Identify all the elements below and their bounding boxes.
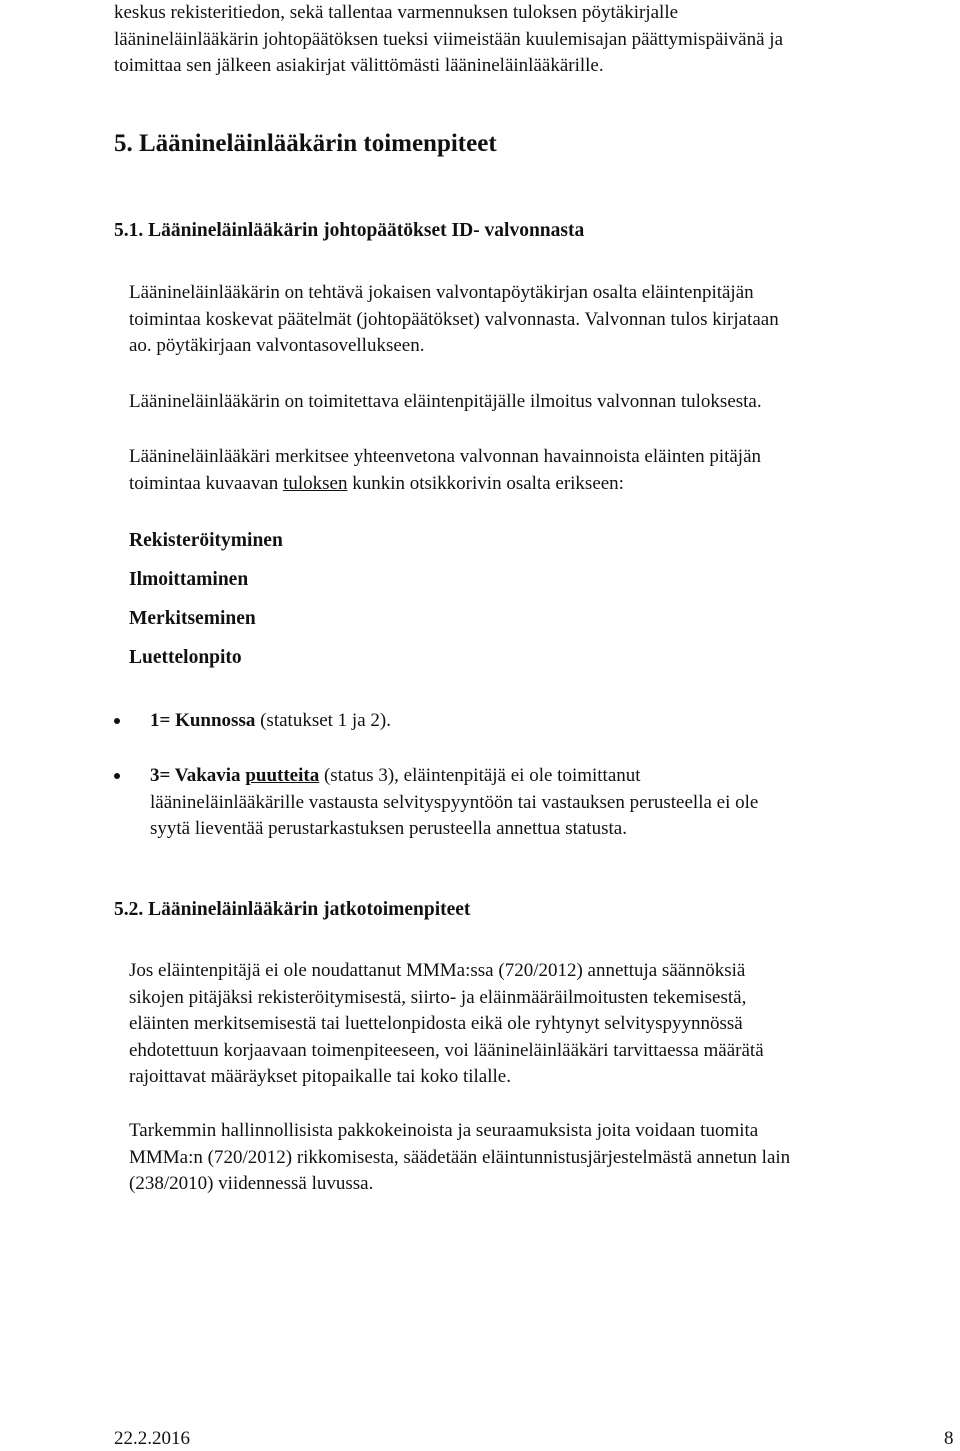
section-5-2-paragraph-2 — [129, 1118, 790, 1198]
category-list — [129, 521, 283, 677]
intro-line: läänineläinlääkärin johtopäätöksen tueksi viimeistään kuulemisajan päättymispäivänä ja — [114, 28, 784, 50]
footer-date: 22.2.2016 — [114, 1428, 190, 1449]
section-5-1-paragraph-2: Läänineläinlääkärin on toimitettava eläintenpitäjälle ilmoitus valvonnan tuloksesta. — [129, 391, 762, 412]
category-item: Luettelonpito — [129, 647, 242, 668]
status-text: (status 3), eläintenpitäjä ei ole toimittanut — [319, 765, 641, 786]
intro-line: keskus rekisteritiedon, sekä tallentaa varmennuksen tuloksen pöytäkirjalle — [114, 2, 679, 23]
section-5-2-paragraph-1 — [129, 958, 764, 1091]
status-label: 1= Kunnossa — [150, 710, 256, 731]
section-5-heading: 5. Läänineläinlääkärin toimenpiteet — [114, 130, 497, 157]
underlined-term: tuloksen — [283, 472, 348, 494]
paragraph-line — [129, 471, 761, 498]
status-bullet-2 — [150, 763, 758, 843]
status-line: syytä lieventää perustarkastuksen perusteella annettua statusta. — [150, 818, 627, 839]
paragraph-line: MMMa:n (720/2012) rikkomisesta, säädetään eläintunnistusjärjestelmästä annetun lain — [129, 1146, 791, 1168]
section-5-1-paragraph-1 — [129, 280, 779, 360]
section-5-1-paragraph-3 — [129, 444, 761, 497]
status-text: (statukset 1 ja 2). — [255, 710, 391, 731]
paragraph-line: Tarkemmin hallinnollisista pakkokeinoista ja seuraamuksista joita voidaan tuomita — [129, 1120, 759, 1141]
paragraph-line: Läänineläinlääkärin on tehtävä jokaisen valvontapöytäkirjan osalta eläintenpitäjän — [129, 282, 754, 303]
intro-line: toimittaa sen jälkeen asiakirjat välittömästi läänineläinlääkärille. — [114, 55, 604, 76]
paragraph-line: ehdotettuun korjaavaan toimenpiteeseen, voi läänineläinlääkäri tarvittaessa määrätä — [129, 1039, 764, 1061]
paragraph-line: Läänineläinlääkäri merkitsee yhteenvetona valvonnan havainnoista eläinten pitäjän — [129, 446, 762, 467]
status-line: läänineläinlääkärille vastausta selvityspyyntöön tai vastauksen perusteella ei ole — [150, 791, 759, 813]
status-bullet-1 — [150, 708, 391, 735]
category-item: Merkitseminen — [129, 608, 256, 629]
intro-paragraph — [114, 0, 783, 80]
paragraph-line: eläinten merkitsemisestä tai luettelonpidosta eikä ole ryhtynyt selvityspyynnössä — [129, 1013, 743, 1034]
status-label: 3= Vakavia — [150, 765, 246, 786]
paragraph-line: toimintaa koskevat päätelmät (johtopäätökset) valvonnasta. Valvonnan tulos kirjataan — [129, 308, 779, 330]
section-5-2-heading: 5.2. Läänineläinlääkärin jatkotoimenpiteet — [114, 899, 471, 920]
bullet-dot — [114, 773, 120, 779]
status-line — [150, 763, 758, 790]
bullet-dot — [114, 718, 120, 724]
paragraph-line: ao. pöytäkirjaan valvontasovellukseen. — [129, 335, 425, 356]
paragraph-text: kunkin otsikkorivin osalta erikseen: — [347, 472, 624, 494]
page-number: 8 — [944, 1428, 954, 1449]
status-label-underlined: puutteita — [245, 765, 320, 786]
category-item: Ilmoittaminen — [129, 569, 249, 590]
paragraph-line: rajoittavat määräykset pitopaikalle tai koko tilalle. — [129, 1066, 511, 1087]
paragraph-line: Jos eläintenpitäjä ei ole noudattanut MMMa:ssa (720/2012) annettuja säännöksiä — [129, 960, 746, 981]
category-item: Rekisteröityminen — [129, 530, 283, 551]
section-5-1-heading: 5.1. Läänineläinlääkärin johtopäätökset ID- valvonnasta — [114, 220, 585, 241]
paragraph-line: sikojen pitäjäksi rekisteröitymisestä, siirto- ja eläinmääräilmoitusten tekemisestä, — [129, 986, 747, 1008]
paragraph-text: toimintaa kuvaavan — [129, 472, 284, 494]
paragraph-line: (238/2010) viidennessä luvussa. — [129, 1173, 374, 1194]
